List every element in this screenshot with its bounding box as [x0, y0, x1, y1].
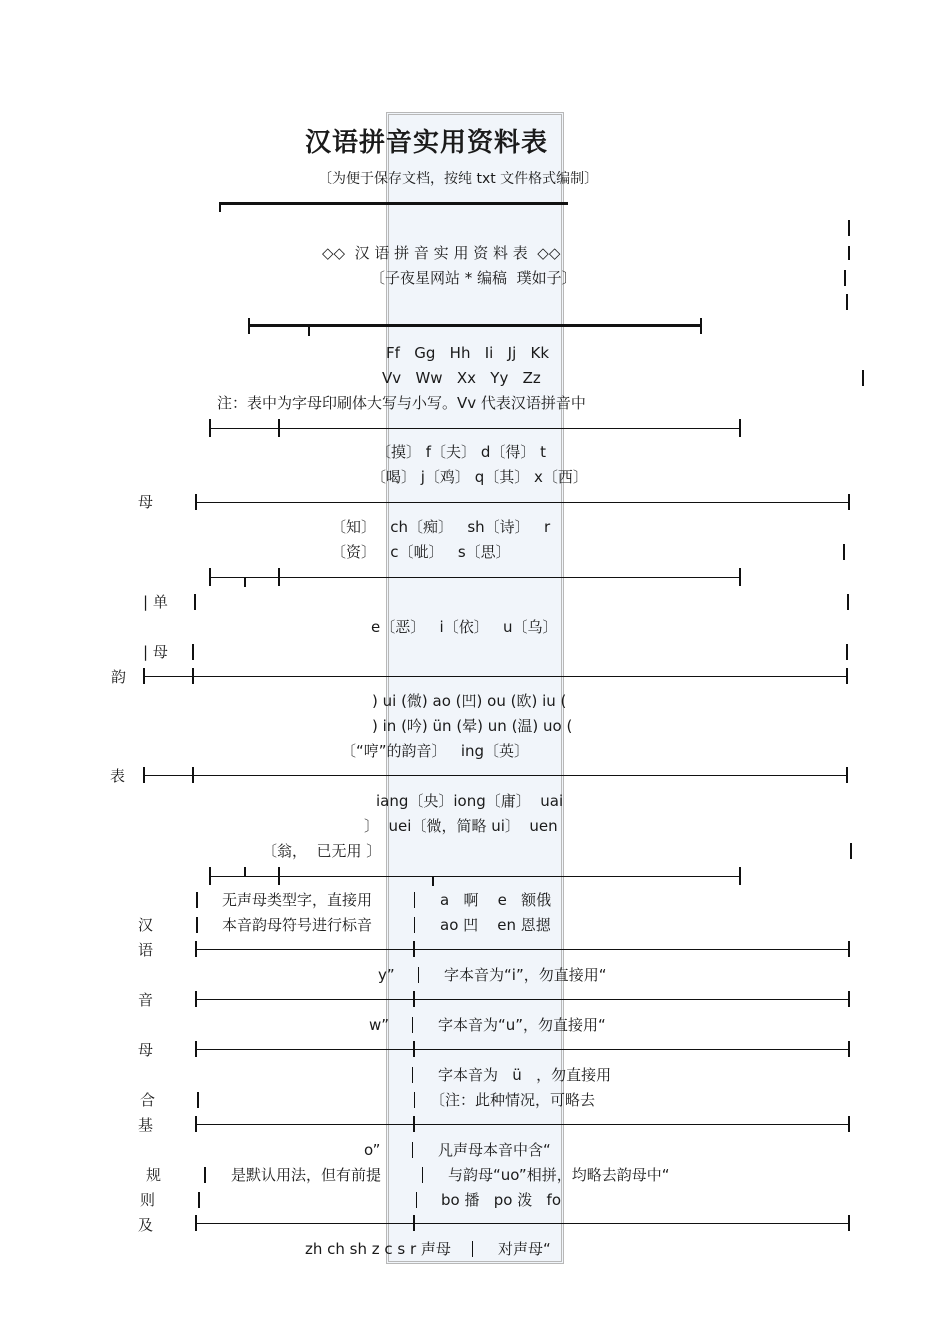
rule-4-right: 字本音为“u”，勿直接用“ [438, 1016, 606, 1034]
finals-compound-row-4: iang〔央〕iong〔庸〕 uai [376, 792, 564, 810]
rule-tick [244, 578, 246, 587]
border-mark [847, 594, 849, 610]
rule-tick [739, 568, 741, 586]
rule-8-left: 是默认用法，但有前提 [231, 1166, 382, 1184]
rule-7-left: o” [364, 1141, 381, 1159]
column-divider [412, 1142, 413, 1158]
rule-tick [195, 991, 197, 1007]
rules-side-label: 则 [140, 1191, 156, 1209]
rule-tick [195, 1215, 197, 1231]
rule-row-divider [196, 1049, 848, 1050]
rule-tick [244, 867, 246, 876]
rule-tick [195, 1041, 197, 1057]
rules-side-label: 语 [138, 941, 154, 959]
rule-tick [278, 867, 280, 885]
finals-compound-row-5: 〕 uei〔微，简略 ui〕 uen [364, 817, 558, 835]
rules-side-label: 合 [140, 1091, 156, 1109]
rule-tick [195, 1116, 197, 1132]
finals-biao-label: 表 [110, 767, 126, 785]
rule-tick [413, 941, 415, 957]
rules-side-label: 母 [138, 1041, 154, 1059]
border-mark [204, 1167, 206, 1183]
rule-rules-top [210, 876, 740, 877]
column-divider [414, 917, 415, 933]
rule-tick [848, 1041, 850, 1057]
alphabet-row-1: Ff Gg Hh Ii Jj Kk [386, 344, 550, 362]
rule-tick [308, 326, 310, 336]
border-mark [194, 594, 196, 610]
column-divider [416, 1192, 417, 1208]
finals-compound-row-3: 〔“哼”的韵音〕 ing〔英〕 [341, 742, 530, 760]
rule-finals-lower [143, 775, 847, 776]
rule-tick [195, 941, 197, 957]
rule-7-right: 凡声母本音中含“ [438, 1141, 551, 1159]
rule-tick [848, 991, 850, 1007]
rules-side-label: 汉 [138, 916, 154, 934]
border-mark [196, 892, 198, 908]
border-mark [850, 843, 852, 859]
border-mark [848, 246, 850, 260]
rule-tick [192, 668, 194, 684]
rule-tick [432, 877, 434, 886]
column-divider [412, 1067, 413, 1083]
finals-single-row: e〔恶〕 i〔依〕 u〔乌〕 [371, 618, 558, 636]
border-mark [197, 1092, 199, 1108]
border-mark [846, 644, 848, 660]
rule-1-right: a 啊 e 额俄 [440, 891, 552, 909]
rule-9-right: bo 播 po 泼 fo [441, 1191, 562, 1209]
rule-tick [848, 1116, 850, 1132]
rule-tick [209, 568, 211, 586]
rule-tick [209, 867, 211, 885]
rule-tick [739, 867, 741, 885]
finals-single-label: | 单 [143, 593, 168, 611]
rule-tick [219, 202, 221, 212]
rule-10-right: 对声母“ [498, 1240, 551, 1258]
rule-10-left: zh ch sh z c s r 声母 [305, 1240, 451, 1258]
rules-side-label: 音 [138, 991, 154, 1009]
border-mark [846, 294, 848, 310]
editor-credit: 〔子夜星网站 * 编稿 璞如子〕 [370, 269, 577, 287]
column-divider [418, 967, 419, 983]
border-mark [844, 270, 846, 286]
rule-tick [700, 318, 702, 334]
alphabet-note: 注：表中为字母印刷体大写与小写。Vv 代表汉语拼音中 [217, 394, 586, 412]
rule-1-left: 无声母类型字，直接用 [222, 891, 373, 909]
rule-tick [413, 1116, 415, 1132]
finals-yun-label: 韵 [111, 668, 127, 686]
page-title: 汉语拼音实用资料表 [305, 128, 549, 158]
initials-row-1: 〔摸〕 f〔夫〕 d〔得〕 t [376, 443, 546, 461]
page-subtitle: 〔为便于保存文档，按纯 txt 文件格式编制〕 [318, 171, 599, 187]
border-mark [192, 644, 194, 660]
rule-finals-mid [143, 676, 847, 677]
rule-finals-top [210, 577, 740, 578]
column-divider [414, 892, 415, 908]
rule-3-left: y” [378, 966, 395, 984]
column-divider [414, 1092, 415, 1108]
rule-tick [278, 568, 280, 586]
rule-tick [143, 668, 145, 684]
rule-tick [848, 941, 850, 957]
rule-tick [739, 419, 741, 437]
finals-compound-row-2: ) in (吟) ün (晕) un (温) uo ( [372, 717, 573, 735]
rule-row-divider [196, 999, 848, 1000]
rule-tick [209, 419, 211, 437]
rule-row-divider [196, 949, 848, 950]
column-divider [422, 1167, 423, 1183]
rule-4-left: w” [369, 1016, 390, 1034]
rule-initials-top [210, 428, 740, 429]
finals-mu-label: | 母 [143, 643, 168, 661]
rule-8-right: 与韵母“uo”相拼，均略去韵母中“ [448, 1166, 670, 1184]
initials-row-4: 〔资〕 c〔呲〕 s〔思〕 [331, 543, 511, 561]
rule-3-right: 字本音为“i”，勿直接用“ [444, 966, 607, 984]
rule-tick [248, 318, 250, 334]
rule-row-divider [196, 1223, 848, 1224]
rule-thick-alphabet [248, 324, 702, 327]
border-mark [198, 1192, 200, 1208]
alphabet-row-2: Vv Ww Xx Yy Zz [382, 369, 541, 387]
column-divider [472, 1241, 473, 1257]
rule-tick [848, 494, 850, 510]
rule-tick [846, 767, 848, 783]
rule-tick [413, 991, 415, 1007]
rule-tick [413, 1215, 415, 1231]
rule-tick [846, 668, 848, 684]
rule-initials-mid [196, 502, 848, 503]
rule-2-right: ao 凹 en 恩摁 [440, 916, 551, 934]
border-mark [843, 544, 845, 560]
initials-side-label: 母 [138, 493, 154, 511]
finals-compound-row-1: ) ui (微) ao (凹) ou (欧) iu ( [372, 692, 567, 710]
rule-row-divider [196, 1124, 848, 1125]
rule-5-right: 字本音为 ü ，勿直接用 [438, 1066, 612, 1084]
rules-side-label: 及 [138, 1216, 154, 1234]
border-mark [848, 220, 850, 236]
rule-tick [278, 419, 280, 437]
initials-row-2: 〔喝〕 j〔鸡〕 q〔其〕 x〔西〕 [371, 468, 588, 486]
column-divider [412, 1017, 413, 1033]
rule-tick [143, 767, 145, 783]
initials-row-3: 〔知〕 ch〔痴〕 sh〔诗〕 r [331, 518, 551, 536]
rule-tick [848, 1215, 850, 1231]
rule-tick [195, 494, 197, 510]
rule-6-right: 〔注：此种情况，可略去 [430, 1091, 596, 1109]
rule-thick-top [220, 202, 568, 205]
rule-tick [192, 767, 194, 783]
rule-tick [413, 1041, 415, 1057]
section-heading: ◇◇ 汉 语 拼 音 实 用 资 料 表 ◇◇ [322, 244, 561, 262]
finals-compound-row-6: 〔翁， 已无用 〕 [262, 842, 382, 860]
rules-side-label: 规 [146, 1166, 162, 1184]
border-mark [862, 370, 864, 386]
rules-side-label: 基 [138, 1116, 154, 1134]
rule-2-left: 本音韵母符号进行标音 [222, 916, 373, 934]
border-mark [196, 917, 198, 933]
